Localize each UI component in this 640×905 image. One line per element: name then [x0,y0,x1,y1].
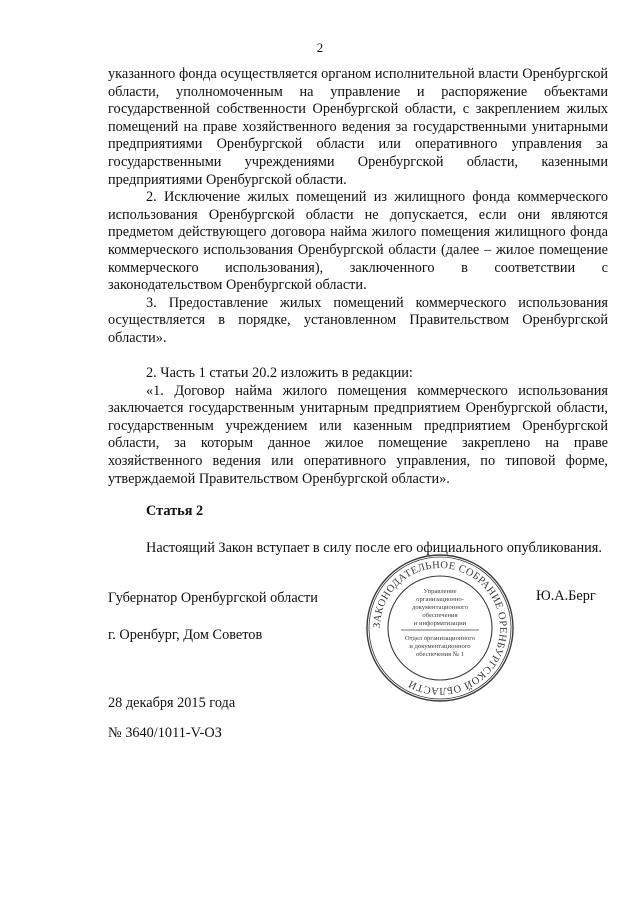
seal-line: обеспечения № 1 [415,651,465,658]
page-number: 2 [316,40,324,55]
seal-line: Отдел организационного [404,635,476,642]
paragraph: 2. Часть 1 статьи 20.2 изложить в редакции: [146,365,413,382]
law-number: № 3640/1011-V-ОЗ [108,725,222,741]
seal-line: обеспечения [422,612,458,619]
paragraph: указанного фонда осуществляется органом исполнительной власти Оренбургской области, уполномоченным на управление и распоряжение объектами государственной собственности Оренбургской области, с закреплением жилых помещений на праве хозяйственного ведения за государственными унитарными предприятиями Оренбургской области или оперативного управления за государственными учреждениями Оренбургской области, казенными предприятиями Оренбургской области. [108,66,608,188]
seal-line: и документационного [409,643,471,650]
seal-ring-text: ЗАКОНОДАТЕЛЬНОЕ СОБРАНИЕ ОРЕНБУРГСКОЙ ОБЛАСТИ [371,559,509,697]
official-seal [365,553,515,703]
signatory-position: Губернатор Оренбургской области [108,590,318,606]
signatory-name: Ю.А.Берг [536,588,596,604]
seal-line: Управление [423,588,457,595]
svg-text:ЗАКОНОДАТЕЛЬНОЕ СОБРАНИЕ ОРЕНБ [372,560,508,696]
article-heading: Статья 2 [146,503,204,519]
signing-date: 28 декабря 2015 года [108,695,236,711]
seal-line: документационного [411,604,469,611]
paragraph: 3. Предоставление жилых помещений коммерческого использования осуществляется в порядке, установленном Правительством Оренбургской области». [108,294,608,346]
signing-place: г. Оренбург, Дом Советов [108,627,263,643]
seal-line: и информатизации [413,620,467,627]
paragraph: 2. Исключение жилых помещений из жилищного фонда коммерческого использования Оренбургской области не допускается, если они являются предметом действующего договора найма жилого помещения жилищного фонда коммерческого использования Оренбургской области (далее – жилое помещение коммерческого использования), заключенного в соответствии с законодательством Оренбургской области. [108,189,608,294]
enactment-text: Настоящий Закон вступает в силу после его официального опубликования. [146,540,602,556]
seal-line: организационно- [416,596,464,603]
body-text [108,66,608,488]
paragraph: «1. Договор найма жилого помещения коммерческого использования заключается государственным унитарным предприятием Оренбургской области, государственным учреждением или казенным предприятием Оренбургской области, за которым данное жилое помещение закреплено на праве хозяйственного ведения или оперативного управления, по типовой форме, утверждаемой Правительством Оренбургской области». [108,382,608,487]
